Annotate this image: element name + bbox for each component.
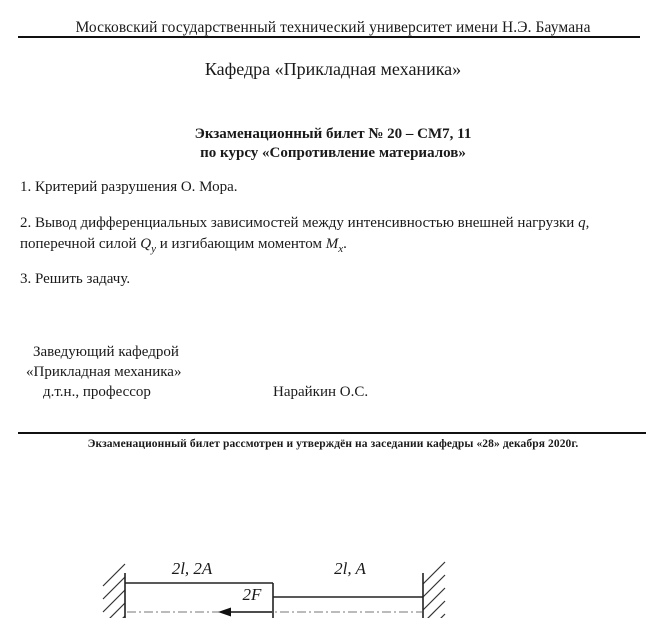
- signature-role-line1: Заведующий кафедрой: [33, 344, 179, 360]
- left-segment-label: 2l, 2A: [171, 559, 213, 578]
- left-wall-hatching: [103, 564, 125, 618]
- var-Q-sub: y: [151, 243, 157, 255]
- bar-problem-diagram: [0, 540, 666, 618]
- approval-note: Экзаменационный билет рассмотрен и утверждён на заседании кафедры «28» декабря 2020г.: [87, 438, 579, 450]
- ticket-title-line2: по курсу «Сопротивление материалов»: [200, 145, 466, 161]
- force-arrow: [218, 608, 272, 617]
- signature-role-line2: «Прикладная механика»: [26, 364, 182, 380]
- question-2-text: 2. Вывод дифференциальных зависимостей между интенсивностью внешней нагрузки: [20, 215, 579, 231]
- question-2-punct: ,: [585, 215, 590, 231]
- var-Q: Q: [140, 236, 152, 252]
- approval-divider: [18, 432, 646, 434]
- header-divider: [18, 36, 640, 38]
- question-2-text2: поперечной силой: [20, 236, 141, 252]
- var-M-sub: x: [338, 243, 344, 255]
- signature-name: Нарайкин О.С.: [273, 384, 369, 400]
- university-title: Московский государственный технический университет имени Н.Э. Баумана: [75, 19, 591, 36]
- var-q: q: [578, 215, 586, 231]
- ticket-title: [0, 125, 666, 163]
- right-wall-hatching: [423, 562, 445, 618]
- question-1: 1. Критерий разрушения О. Мора.: [20, 179, 238, 195]
- var-Mx: [325, 236, 344, 255]
- signature-role-line3: д.т.н., профессор: [43, 384, 151, 400]
- question-3: 3. Решить задачу.: [20, 271, 131, 287]
- question-2: [20, 213, 652, 260]
- question-2-text3: и изгибающим моментом: [156, 236, 326, 252]
- department-title: Кафедра «Прикладная механика»: [204, 59, 462, 79]
- question-2-punct2: .: [343, 236, 347, 252]
- var-Qy: [140, 236, 157, 255]
- var-M: M: [325, 236, 339, 252]
- right-segment-label: 2l, A: [334, 559, 366, 578]
- force-label: 2F: [242, 585, 262, 604]
- ticket-title-line1: Экзаменационный билет № 20 – СМ7, 11: [194, 126, 472, 142]
